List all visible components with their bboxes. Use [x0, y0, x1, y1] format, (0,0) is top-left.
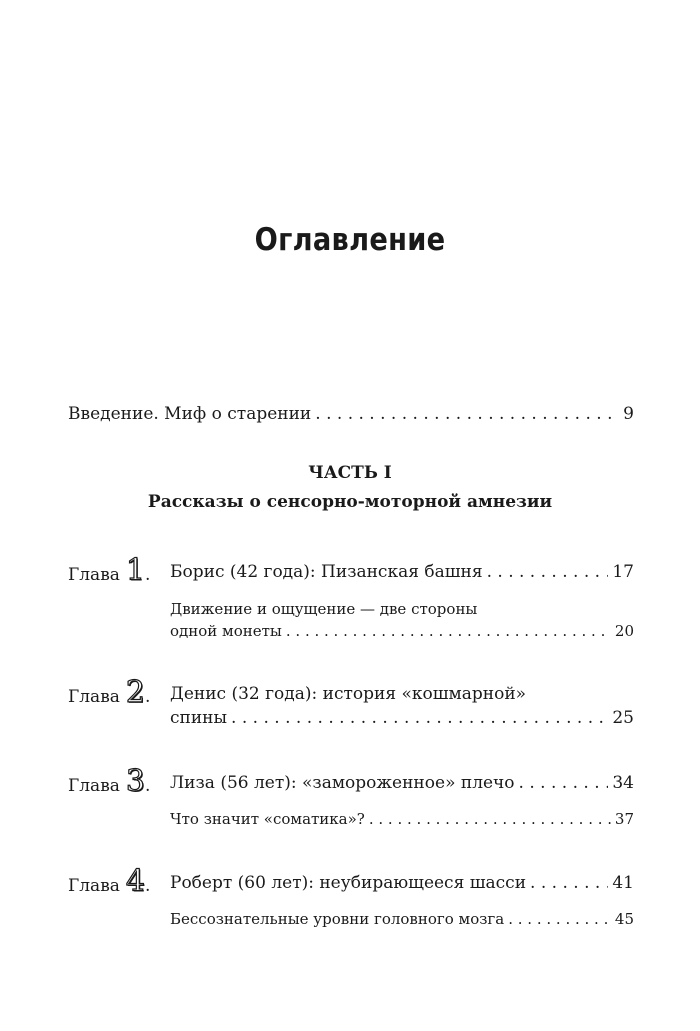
- toc-entry-chapter-4[interactable]: [170, 873, 634, 893]
- chapter-number: 1: [125, 553, 145, 588]
- leader-dots: [487, 562, 609, 582]
- page-title: Оглавление: [254, 222, 446, 258]
- leader-dots: [315, 404, 619, 424]
- toc-entry-title: Роберт (60 лет): неубирающееся шасси: [170, 873, 527, 893]
- chapter-word: Глава: [68, 876, 120, 896]
- toc-entry-chapter-2-line1[interactable]: Денис (32 года): история «кошмарной»: [170, 684, 527, 704]
- toc-entry-title: Лиза (56 лет): «замороженное» плечо: [170, 773, 515, 793]
- leader-dots: [530, 873, 608, 893]
- toc-entry-chapter-2[interactable]: [170, 708, 634, 728]
- leader-dots: [369, 810, 611, 828]
- toc-entry-intro[interactable]: [68, 404, 634, 424]
- toc-entry-page: 17: [612, 562, 634, 582]
- toc-subentry-line1: Движение и ощущение — две стороны: [170, 600, 478, 618]
- chapter-3-label: [68, 764, 151, 799]
- toc-entry-title: Борис (42 года): Пизанская башня: [170, 562, 483, 582]
- toc-entry-page: 34: [612, 773, 634, 793]
- toc-entry-page: 25: [612, 708, 634, 728]
- chapter-4-label: [68, 864, 151, 899]
- chapter-1-label: [68, 553, 151, 588]
- leader-dots: [508, 910, 611, 928]
- toc-entry-page: 45: [614, 910, 634, 928]
- chapter-word: Глава: [68, 687, 120, 707]
- toc-entry-title: Введение. Миф о старении: [68, 404, 312, 424]
- chapter-number: 3: [125, 764, 145, 799]
- toc-entry-page: 41: [612, 873, 634, 893]
- part-number: ЧАСТЬ I: [308, 463, 392, 483]
- chapter-number: 4: [125, 864, 145, 899]
- toc-entry-page: 37: [614, 810, 634, 828]
- part-title: Рассказы о сенсорно-моторной амнезии: [147, 492, 553, 512]
- toc-entry-title: одной монеты: [170, 622, 282, 640]
- chapter-number-dot: .: [145, 565, 151, 585]
- leader-dots: [519, 773, 609, 793]
- chapter-2-label: [68, 675, 151, 710]
- toc-entry-page: 9: [623, 404, 634, 424]
- chapter-number-dot: .: [145, 687, 151, 707]
- chapter-word: Глава: [68, 565, 120, 585]
- toc-entry-chapter-1[interactable]: [170, 562, 634, 582]
- toc-entry-page: 20: [614, 622, 634, 640]
- chapter-number-dot: .: [145, 776, 151, 796]
- toc-subentry-1-1[interactable]: [170, 622, 634, 640]
- toc-entry-chapter-3[interactable]: [170, 773, 634, 793]
- toc-entry-title: спины: [170, 708, 228, 728]
- chapter-word: Глава: [68, 776, 120, 796]
- toc-entry-title: Что значит «соматика»?: [170, 810, 365, 828]
- leader-dots: [231, 708, 608, 728]
- toc-entry-title: Бессознательные уровни головного мозга: [170, 910, 505, 928]
- chapter-number-dot: .: [145, 876, 151, 896]
- toc-subentry-4-1[interactable]: [170, 910, 634, 928]
- leader-dots: [286, 622, 611, 640]
- chapter-number: 2: [125, 675, 145, 710]
- toc-subentry-3-1[interactable]: [170, 810, 634, 828]
